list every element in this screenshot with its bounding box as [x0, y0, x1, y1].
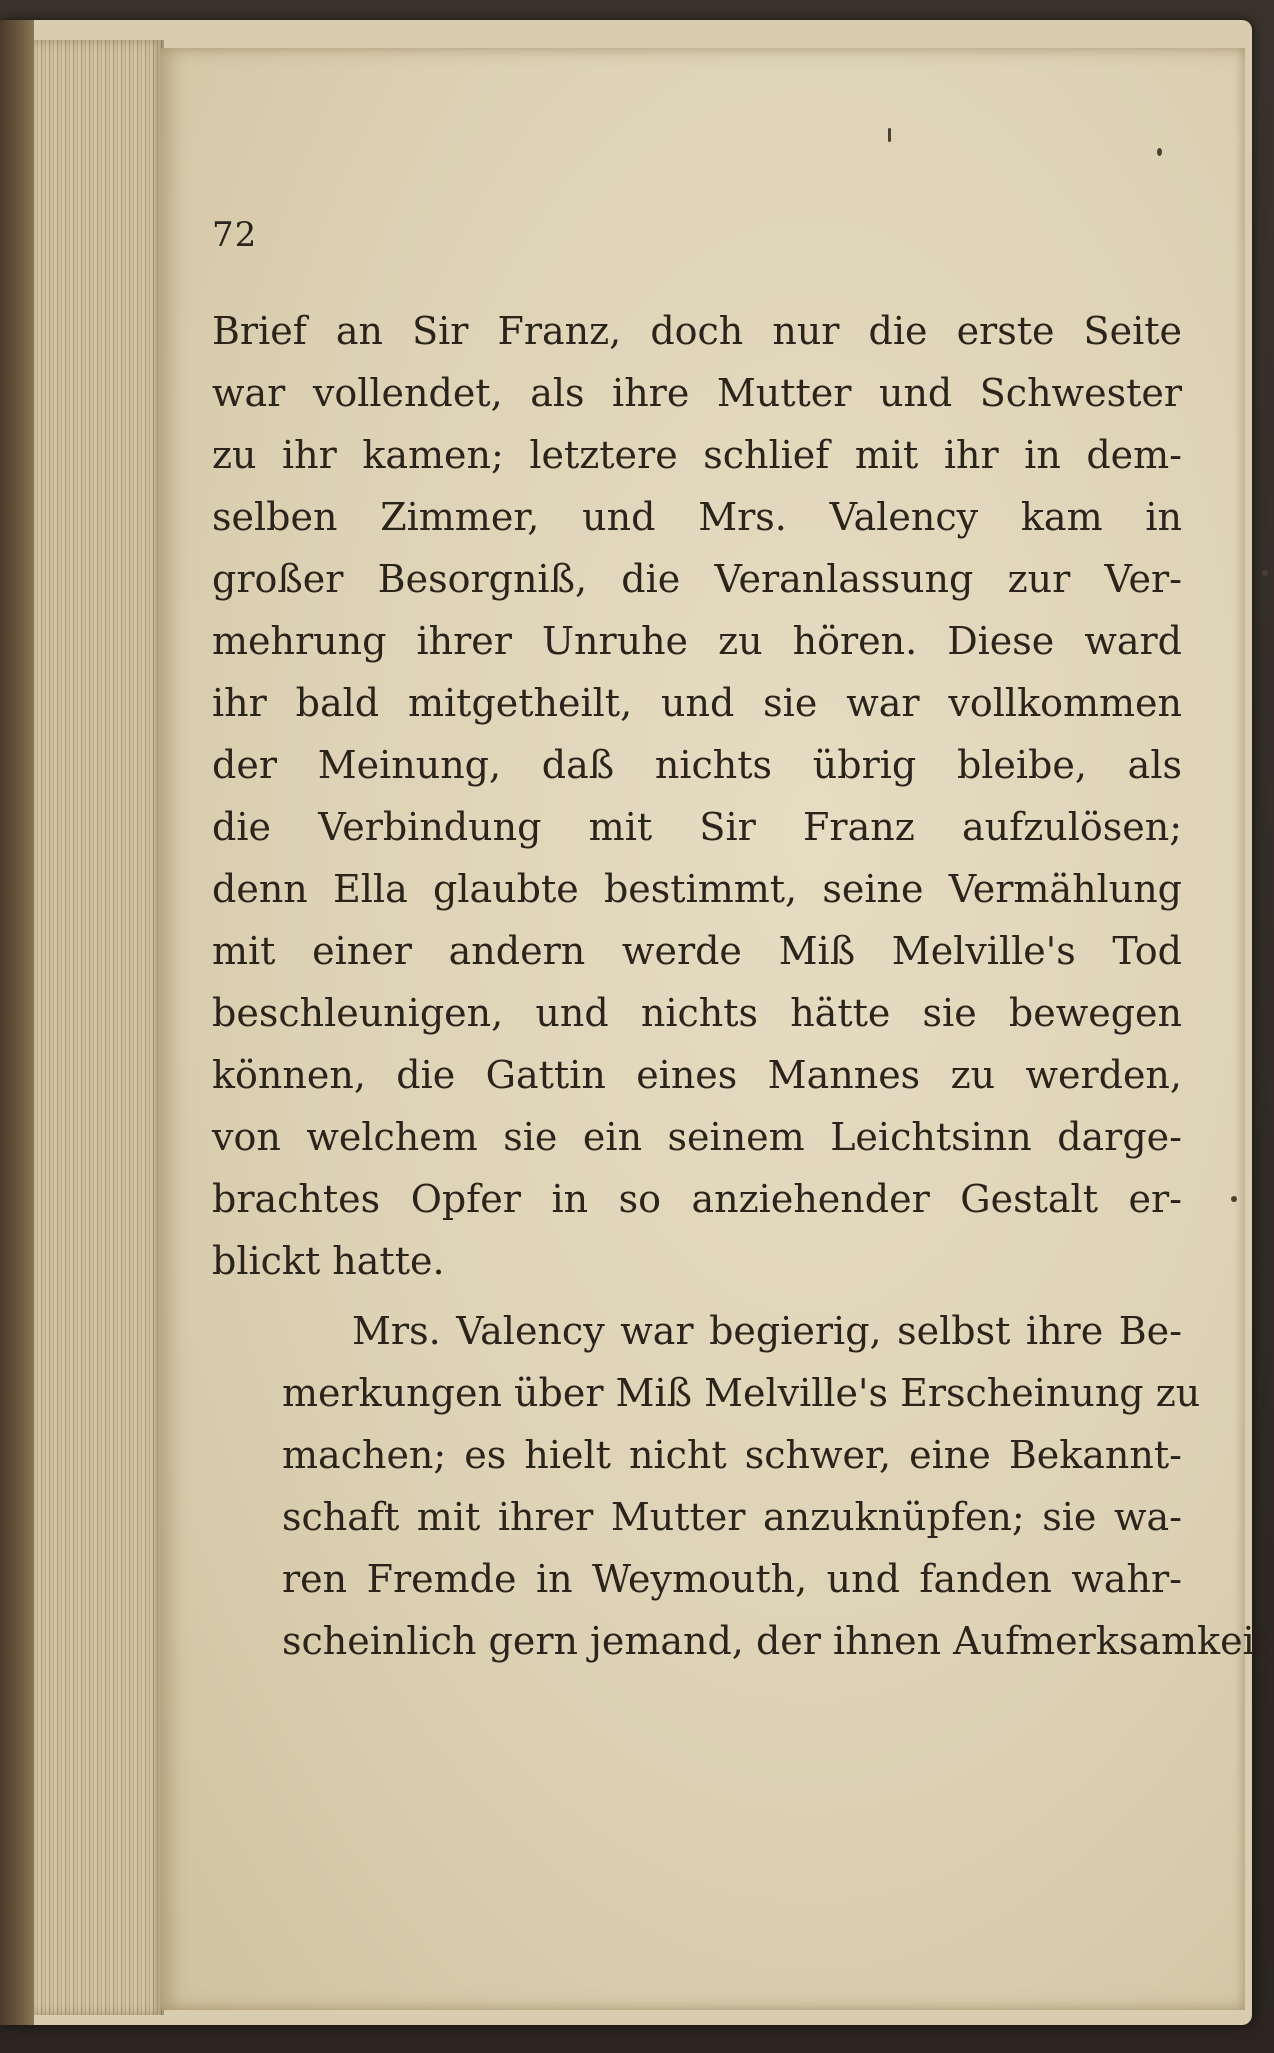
text-line: die Verbindung mit Sir Franz aufzulösen; [212, 805, 1182, 849]
text-line: zu ihr kamen; letztere schlief mit ihr in dem- [212, 433, 1182, 477]
text-line: scheinlich gern jemand, der ihnen Aufmerksamkeit [282, 1619, 1270, 1663]
text-line: schaft mit ihrer Mutter anzuknüpfen; sie wa- [282, 1495, 1182, 1539]
text-line: der Meinung, daß nichts übrig bleibe, als [212, 743, 1182, 787]
page-text [212, 300, 1270, 1672]
text-line: brachtes Opfer in so anziehender Gestalt er- [212, 1177, 1182, 1221]
book-binding [0, 20, 34, 2025]
text-line: beschleunigen, und nichts hätte sie bewegen [212, 991, 1182, 1035]
text-line: können, die Gattin eines Mannes zu werden, [212, 1053, 1182, 1097]
text-line: Brief an Sir Franz, doch nur die erste Seite [212, 309, 1182, 353]
text-line: ren Fremde in Weymouth, und fanden wahr- [282, 1557, 1182, 1601]
text-line: mit einer andern werde Miß Melville's Tod [212, 929, 1182, 973]
text-line: von welchem sie ein seinem Leichtsinn darge- [212, 1115, 1182, 1159]
paper-speck [1231, 1196, 1237, 1202]
text-line: selben Zimmer, und Mrs. Valency kam in [212, 495, 1182, 539]
page-edges [34, 40, 164, 2015]
text-line: ihr bald mitgetheilt, und sie war vollkommen [212, 681, 1182, 725]
paper-speck [1262, 570, 1268, 576]
paragraph-2 [212, 1300, 1270, 1672]
page-number: 72 [212, 215, 258, 255]
text-line: blickt hatte. [212, 1239, 445, 1283]
paper-speck [888, 128, 891, 142]
text-line: mehrung ihrer Unruhe zu hören. Diese ward [212, 619, 1182, 663]
text-line: denn Ella glaubte bestimmt, seine Vermählung [212, 867, 1182, 911]
text-line: war vollendet, als ihre Mutter und Schwester [212, 371, 1182, 415]
text-line: Mrs. Valency war begierig, selbst ihre Be- [352, 1309, 1182, 1353]
paper-speck [1157, 148, 1162, 156]
text-line: merkungen über Miß Melville's Erscheinung zu [282, 1371, 1201, 1415]
text-line: großer Besorgniß, die Veranlassung zur Ver- [212, 557, 1182, 601]
paragraph-1 [212, 300, 1182, 1292]
text-line: machen; es hielt nicht schwer, eine Bekannt- [282, 1433, 1182, 1477]
